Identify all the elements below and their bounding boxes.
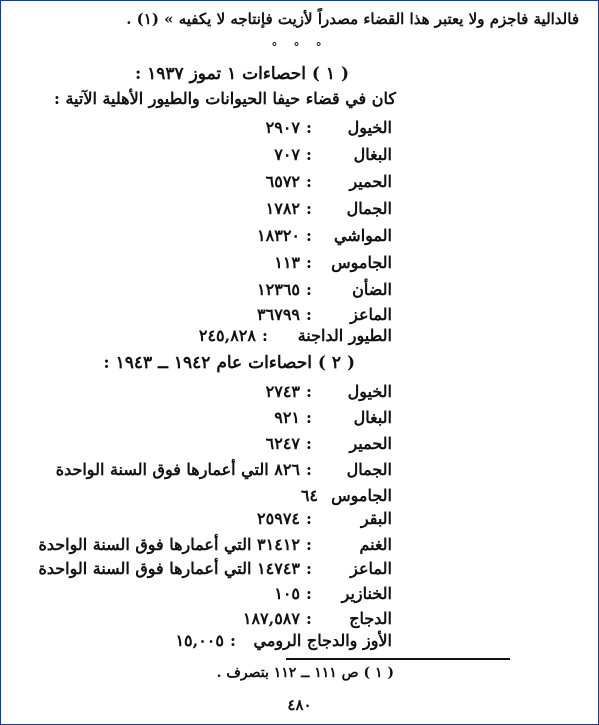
- row-label: البقر: [360, 509, 392, 528]
- row-colon: :: [262, 326, 268, 345]
- row-colon: :: [306, 408, 312, 427]
- row-colon: :: [306, 559, 312, 578]
- intro-paragraph: فالدالية فاجزم ولا يعتبر هذا القضاء مصدراً لأزيت فإنتاجه لا يكفيه » (١) .: [126, 10, 579, 28]
- table-row: [266, 197, 392, 221]
- page-number: ٤٨٠: [287, 696, 312, 714]
- table-row: [199, 324, 392, 348]
- section1-heading: ( ١ ) احصاءات ١ تموز ١٩٣٧ :: [134, 64, 349, 84]
- row-value: ٢٤٥,٨٢٨: [198, 326, 256, 345]
- row-label: الخيول: [347, 118, 392, 137]
- table-row: [39, 533, 393, 557]
- table-row: [266, 170, 392, 194]
- row-value: ٦٥٧٢: [265, 172, 300, 191]
- row-value: ١٧٨٢: [265, 199, 300, 218]
- row-colon: :: [306, 609, 312, 628]
- row-value: ١١٣: [274, 253, 300, 272]
- row-label: البغال: [353, 145, 392, 164]
- table-row: [274, 143, 392, 167]
- table-row: [175, 629, 392, 653]
- table-row: [274, 406, 392, 430]
- row-label: البغال: [353, 408, 392, 427]
- row-label: الماعز: [350, 305, 392, 324]
- row-label: الحمير: [349, 434, 392, 453]
- row-value: ١٠٥: [274, 584, 300, 603]
- row-colon: :: [306, 434, 312, 453]
- row-colon: :: [230, 631, 236, 650]
- row-colon: :: [306, 226, 312, 245]
- row-colon: :: [306, 305, 312, 324]
- row-colon: :: [306, 382, 312, 401]
- row-value: ٢٧٤٣: [265, 382, 300, 401]
- row-colon: :: [306, 172, 312, 191]
- table-row: [266, 116, 392, 140]
- section1-subheading: كان في قضاء حيفا الحيوانات والطيور الأهلية الآتية :: [53, 89, 396, 108]
- table-row: [301, 484, 392, 508]
- table-row: [56, 458, 392, 482]
- row-value: ٦٤: [300, 486, 318, 505]
- table-row: [257, 224, 392, 248]
- row-colon: :: [306, 280, 312, 299]
- table-row: [257, 278, 392, 302]
- row-value: ١٨٧,٥٨٧: [242, 609, 300, 628]
- row-label: الحمير: [349, 172, 392, 191]
- row-label: الخنازير: [341, 584, 392, 603]
- row-value: ٣١٤١٢ التي أعمارها فوق السنة الواحدة: [38, 535, 300, 554]
- row-value: ١٨٣٢٠: [257, 226, 300, 245]
- table-row: [274, 251, 392, 275]
- table-row: [266, 380, 392, 404]
- row-label: الجمال: [346, 460, 392, 479]
- row-value: ٦٢٤٧: [265, 434, 300, 453]
- row-label: الغنم: [359, 535, 392, 554]
- row-value: ٩٢١: [274, 408, 300, 427]
- footnote-divider: [286, 658, 510, 660]
- row-label: الخيول: [347, 382, 392, 401]
- row-colon: :: [306, 145, 312, 164]
- table-row: [257, 507, 392, 531]
- row-label: الماعز: [350, 559, 392, 578]
- row-value: ١٥,٠٠٥: [175, 631, 224, 650]
- row-label: الطيور الداجنة: [297, 326, 392, 345]
- row-label: الضأن: [352, 280, 392, 299]
- table-row: [243, 607, 392, 631]
- table-row: [274, 582, 392, 606]
- row-label: الأوز والدجاج الرومي: [253, 631, 392, 650]
- section-separator: ° ° °: [271, 40, 328, 54]
- row-value: ١٢٣٦٥: [257, 280, 300, 299]
- section2-heading: ( ٢ ) احصاءات عام ١٩٤٢ ــ ١٩٤٣ :: [103, 353, 355, 373]
- row-value: ١٤٧٤٣ التي أعمارها فوق السنة الواحدة: [38, 559, 300, 578]
- row-colon: :: [306, 118, 312, 137]
- row-value: ٣٦٧٩٩: [257, 305, 300, 324]
- footnote: ( ١ ) ص ١١١ ــ ١١٢ بتصرف .: [216, 665, 394, 681]
- row-label: الجاموس: [331, 486, 392, 505]
- row-value: ٧٠٧: [274, 145, 300, 164]
- row-value: ٨٢٦ التي أعمارها فوق السنة الواحدة: [55, 460, 300, 479]
- row-label: الدجاج: [349, 609, 392, 628]
- row-colon: :: [306, 535, 312, 554]
- row-label: الجاموس: [331, 253, 392, 272]
- table-row: [266, 432, 392, 456]
- row-colon: :: [306, 199, 312, 218]
- row-label: الجمال: [346, 199, 392, 218]
- row-colon: :: [306, 460, 312, 479]
- row-value: ٢٥٩٧٤: [257, 509, 300, 528]
- row-colon: :: [306, 253, 312, 272]
- row-label: المواشي: [333, 226, 392, 245]
- row-colon: :: [306, 509, 312, 528]
- row-colon: :: [306, 584, 312, 603]
- row-value: ٢٩٠٧: [265, 118, 300, 137]
- table-row: [39, 557, 393, 581]
